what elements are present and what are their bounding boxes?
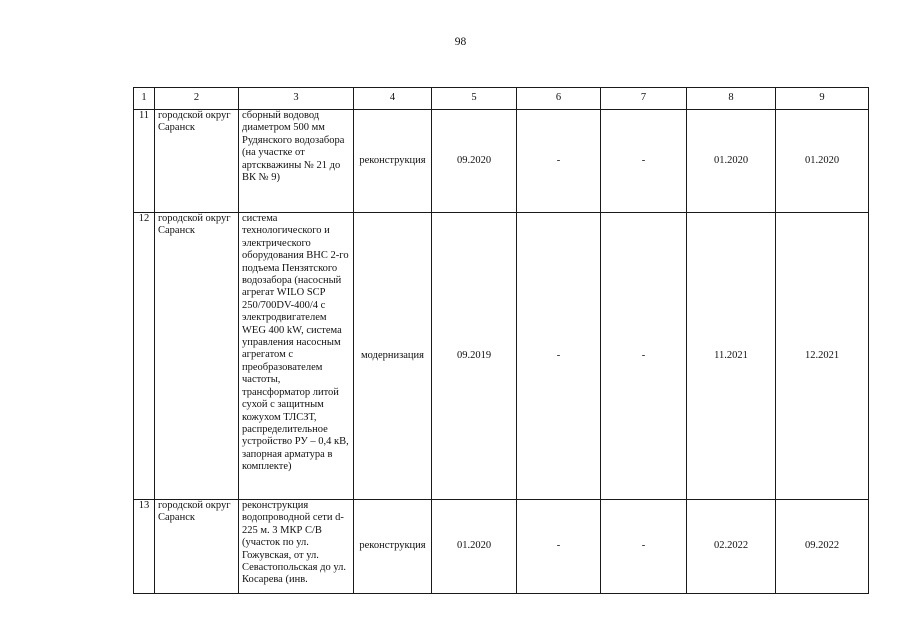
table-row	[134, 500, 869, 594]
region-cell: городской округ Саранск	[155, 110, 239, 213]
header-cell: 3	[239, 88, 354, 110]
header-cell: 8	[687, 88, 776, 110]
data-table	[133, 87, 869, 594]
header-cell: 7	[601, 88, 687, 110]
col6-cell: -	[517, 500, 601, 594]
col6-cell: -	[517, 213, 601, 500]
header-cell: 4	[354, 88, 432, 110]
object-cell: система технологического и электрического оборудования ВНС 2-го подъема Пензятского водозабора (насосный агрегат WILO SCP 250/700DV-400/4 с электродвигателем WEG 400 kW, система управления насосным агрегатом с преобразователем частоты, трансформатор литой сухой с защитным кожухом ТЛСЗТ, распределительное устройство РУ – 0,4 кВ, запорная арматура в комплекте)	[239, 213, 354, 500]
col8-cell: 11.2021	[687, 213, 776, 500]
header-cell: 5	[432, 88, 517, 110]
header-cell: 1	[134, 88, 155, 110]
object-cell: сборный водовод диаметром 500 мм Рудянского водозабора (на участке от артскважины № 21 до ВК № 9)	[239, 110, 354, 213]
col5-cell: 01.2020	[432, 500, 517, 594]
work-type-cell: реконструкция	[354, 500, 432, 594]
object-cell: реконструкция водопроводной сети d-225 м. 3 МКР С/В (участок по ул. Гожувская, от ул. Севастопольская до ул. Косарева (инв.	[239, 500, 354, 594]
col9-cell: 12.2021	[776, 213, 869, 500]
col6-cell: -	[517, 110, 601, 213]
header-cell: 6	[517, 88, 601, 110]
col8-cell: 01.2020	[687, 110, 776, 213]
col5-cell: 09.2020	[432, 110, 517, 213]
work-type-cell: реконструкция	[354, 110, 432, 213]
region-cell: городской округ Саранск	[155, 213, 239, 500]
header-cell: 9	[776, 88, 869, 110]
col7-cell: -	[601, 110, 687, 213]
table-row	[134, 110, 869, 213]
table-header-row	[134, 88, 869, 110]
row-number: 11	[134, 110, 155, 213]
col7-cell: -	[601, 500, 687, 594]
col7-cell: -	[601, 213, 687, 500]
col8-cell: 02.2022	[687, 500, 776, 594]
header-cell: 2	[155, 88, 239, 110]
col5-cell: 09.2019	[432, 213, 517, 500]
table-row	[134, 213, 869, 500]
work-type-cell: модернизация	[354, 213, 432, 500]
row-number: 13	[134, 500, 155, 594]
page-number: 98	[454, 36, 467, 48]
col9-cell: 09.2022	[776, 500, 869, 594]
row-number: 12	[134, 213, 155, 500]
region-cell: городской округ Саранск	[155, 500, 239, 594]
col9-cell: 01.2020	[776, 110, 869, 213]
